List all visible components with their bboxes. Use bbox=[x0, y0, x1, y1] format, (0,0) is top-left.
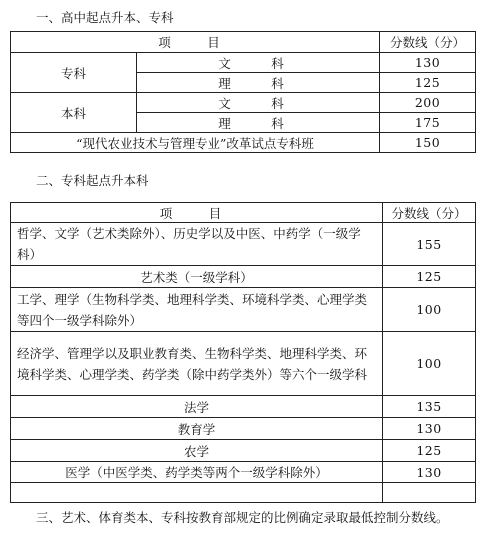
score-cell: 200 bbox=[380, 93, 476, 113]
score-cell: 130 bbox=[383, 418, 476, 440]
table-header-row bbox=[11, 32, 476, 53]
table-row bbox=[11, 223, 476, 266]
header-score: 分数线（分） bbox=[380, 32, 476, 53]
table-row bbox=[11, 440, 476, 462]
table-header-row bbox=[11, 203, 476, 223]
header-item: 项 目 bbox=[11, 32, 380, 53]
score-cell: 175 bbox=[380, 113, 476, 133]
score-cell: 100 bbox=[383, 288, 476, 332]
item-cell: 法学 bbox=[11, 396, 383, 418]
item-cell: 工学、理学（生物科学类、地理科学类、环境科学类、心理学类等四个一级学科除外） bbox=[11, 288, 383, 332]
item-cell: 农学 bbox=[11, 440, 383, 462]
table-row bbox=[11, 53, 476, 73]
subject-cell: 理 科 bbox=[137, 113, 380, 133]
score-cell: 155 bbox=[383, 223, 476, 266]
score-cell: 100 bbox=[383, 332, 476, 396]
item-cell bbox=[11, 483, 383, 503]
score-cell: 130 bbox=[380, 53, 476, 73]
high-school-score-table bbox=[10, 31, 476, 153]
table-row bbox=[11, 462, 476, 483]
group-label-zhuanke: 专科 bbox=[11, 53, 137, 93]
table-row bbox=[11, 93, 476, 113]
subject-cell: 文 科 bbox=[137, 53, 380, 73]
header-item: 项 目 bbox=[11, 203, 383, 223]
score-cell: 135 bbox=[383, 396, 476, 418]
college-score-table bbox=[10, 202, 476, 503]
section-3-note: 三、艺术、体育类本、专科按教育部规定的比例确定录取最低控制分数线。 bbox=[36, 510, 449, 525]
section-1-heading: 一、高中起点升本、专科 bbox=[36, 10, 174, 25]
score-cell: 130 bbox=[383, 462, 476, 483]
item-cell: 教育学 bbox=[11, 418, 383, 440]
table-row-empty bbox=[11, 483, 476, 503]
item-cell: 艺术类（一级学科） bbox=[11, 266, 383, 288]
table-row bbox=[11, 396, 476, 418]
score-cell: 125 bbox=[380, 73, 476, 93]
score-cell: 150 bbox=[380, 133, 476, 153]
subject-cell: 理 科 bbox=[137, 73, 380, 93]
table-row bbox=[11, 332, 476, 396]
subject-cell: 文 科 bbox=[137, 93, 380, 113]
score-cell bbox=[383, 483, 476, 503]
item-cell: 经济学、管理学以及职业教育类、生物科学类、地理科学类、环境科学类、心理学类、药学类（除中药学类外）等六个一级学科 bbox=[11, 332, 383, 396]
section-2-heading: 二、专科起点升本科 bbox=[36, 173, 149, 188]
table-row bbox=[11, 133, 476, 153]
score-cell: 125 bbox=[383, 266, 476, 288]
table-row bbox=[11, 418, 476, 440]
table-row bbox=[11, 266, 476, 288]
special-program-label: “现代农业技术与管理专业”改革试点专科班 bbox=[11, 133, 380, 153]
item-cell: 哲学、文学（艺术类除外）、历史学以及中医、中药学（一级学科） bbox=[11, 223, 383, 266]
item-cell: 医学（中医学类、药学类等两个一级学科除外） bbox=[11, 462, 383, 483]
group-label-benke: 本科 bbox=[11, 93, 137, 133]
header-score: 分数线（分） bbox=[383, 203, 476, 223]
table-row bbox=[11, 288, 476, 332]
score-cell: 125 bbox=[383, 440, 476, 462]
